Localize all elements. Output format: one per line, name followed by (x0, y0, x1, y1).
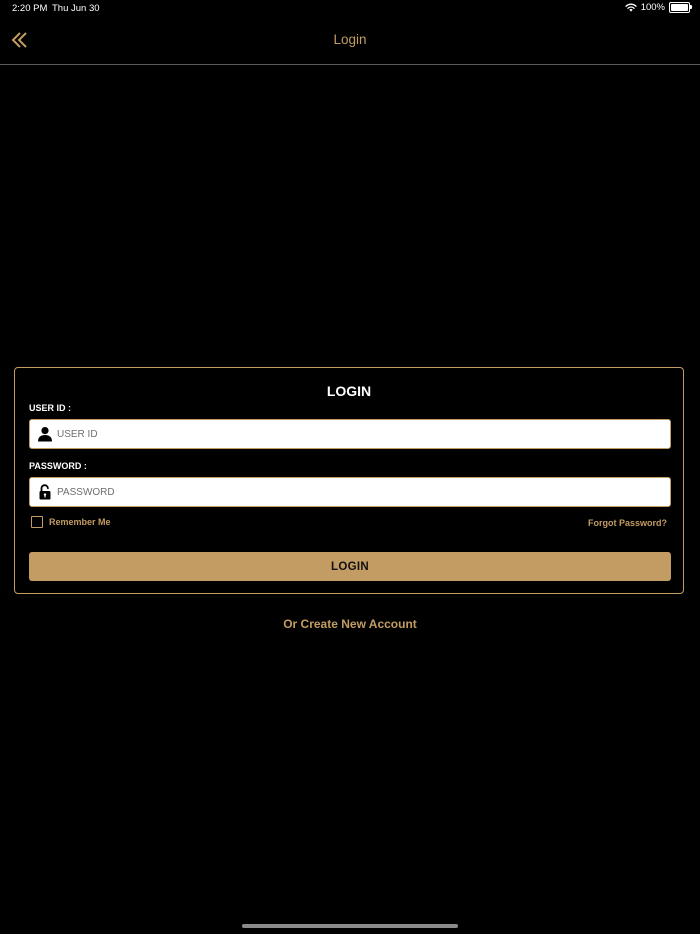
create-account-link[interactable]: Or Create New Account (283, 617, 417, 631)
battery-percent: 100% (640, 2, 665, 13)
wifi-icon (625, 3, 637, 12)
unlocked-padlock-icon (37, 484, 53, 500)
password-field-container (29, 477, 671, 507)
remember-me-toggle[interactable] (31, 516, 111, 528)
password-input[interactable] (57, 478, 657, 506)
login-card (14, 367, 684, 594)
remember-me-checkbox[interactable] (31, 516, 43, 528)
forgot-password-link[interactable]: Forgot Password? (587, 518, 667, 528)
login-card-title: LOGIN (326, 383, 372, 399)
login-button[interactable]: LOGIN (29, 552, 671, 581)
remember-me-label: Remember Me (49, 517, 111, 527)
home-indicator (242, 924, 458, 928)
password-label: PASSWORD : (29, 461, 87, 471)
status-time: 2:20 PM (12, 3, 48, 14)
page-title: Login (333, 32, 367, 47)
user-id-label: USER ID : (29, 403, 72, 413)
user-id-input[interactable] (57, 420, 657, 448)
status-bar (0, 0, 700, 18)
user-icon (37, 426, 53, 442)
navigation-bar (0, 18, 700, 65)
battery-icon (669, 2, 690, 13)
user-id-field-container (29, 419, 671, 449)
status-right-group (625, 2, 690, 13)
status-date: Thu Jun 30 (52, 3, 100, 14)
